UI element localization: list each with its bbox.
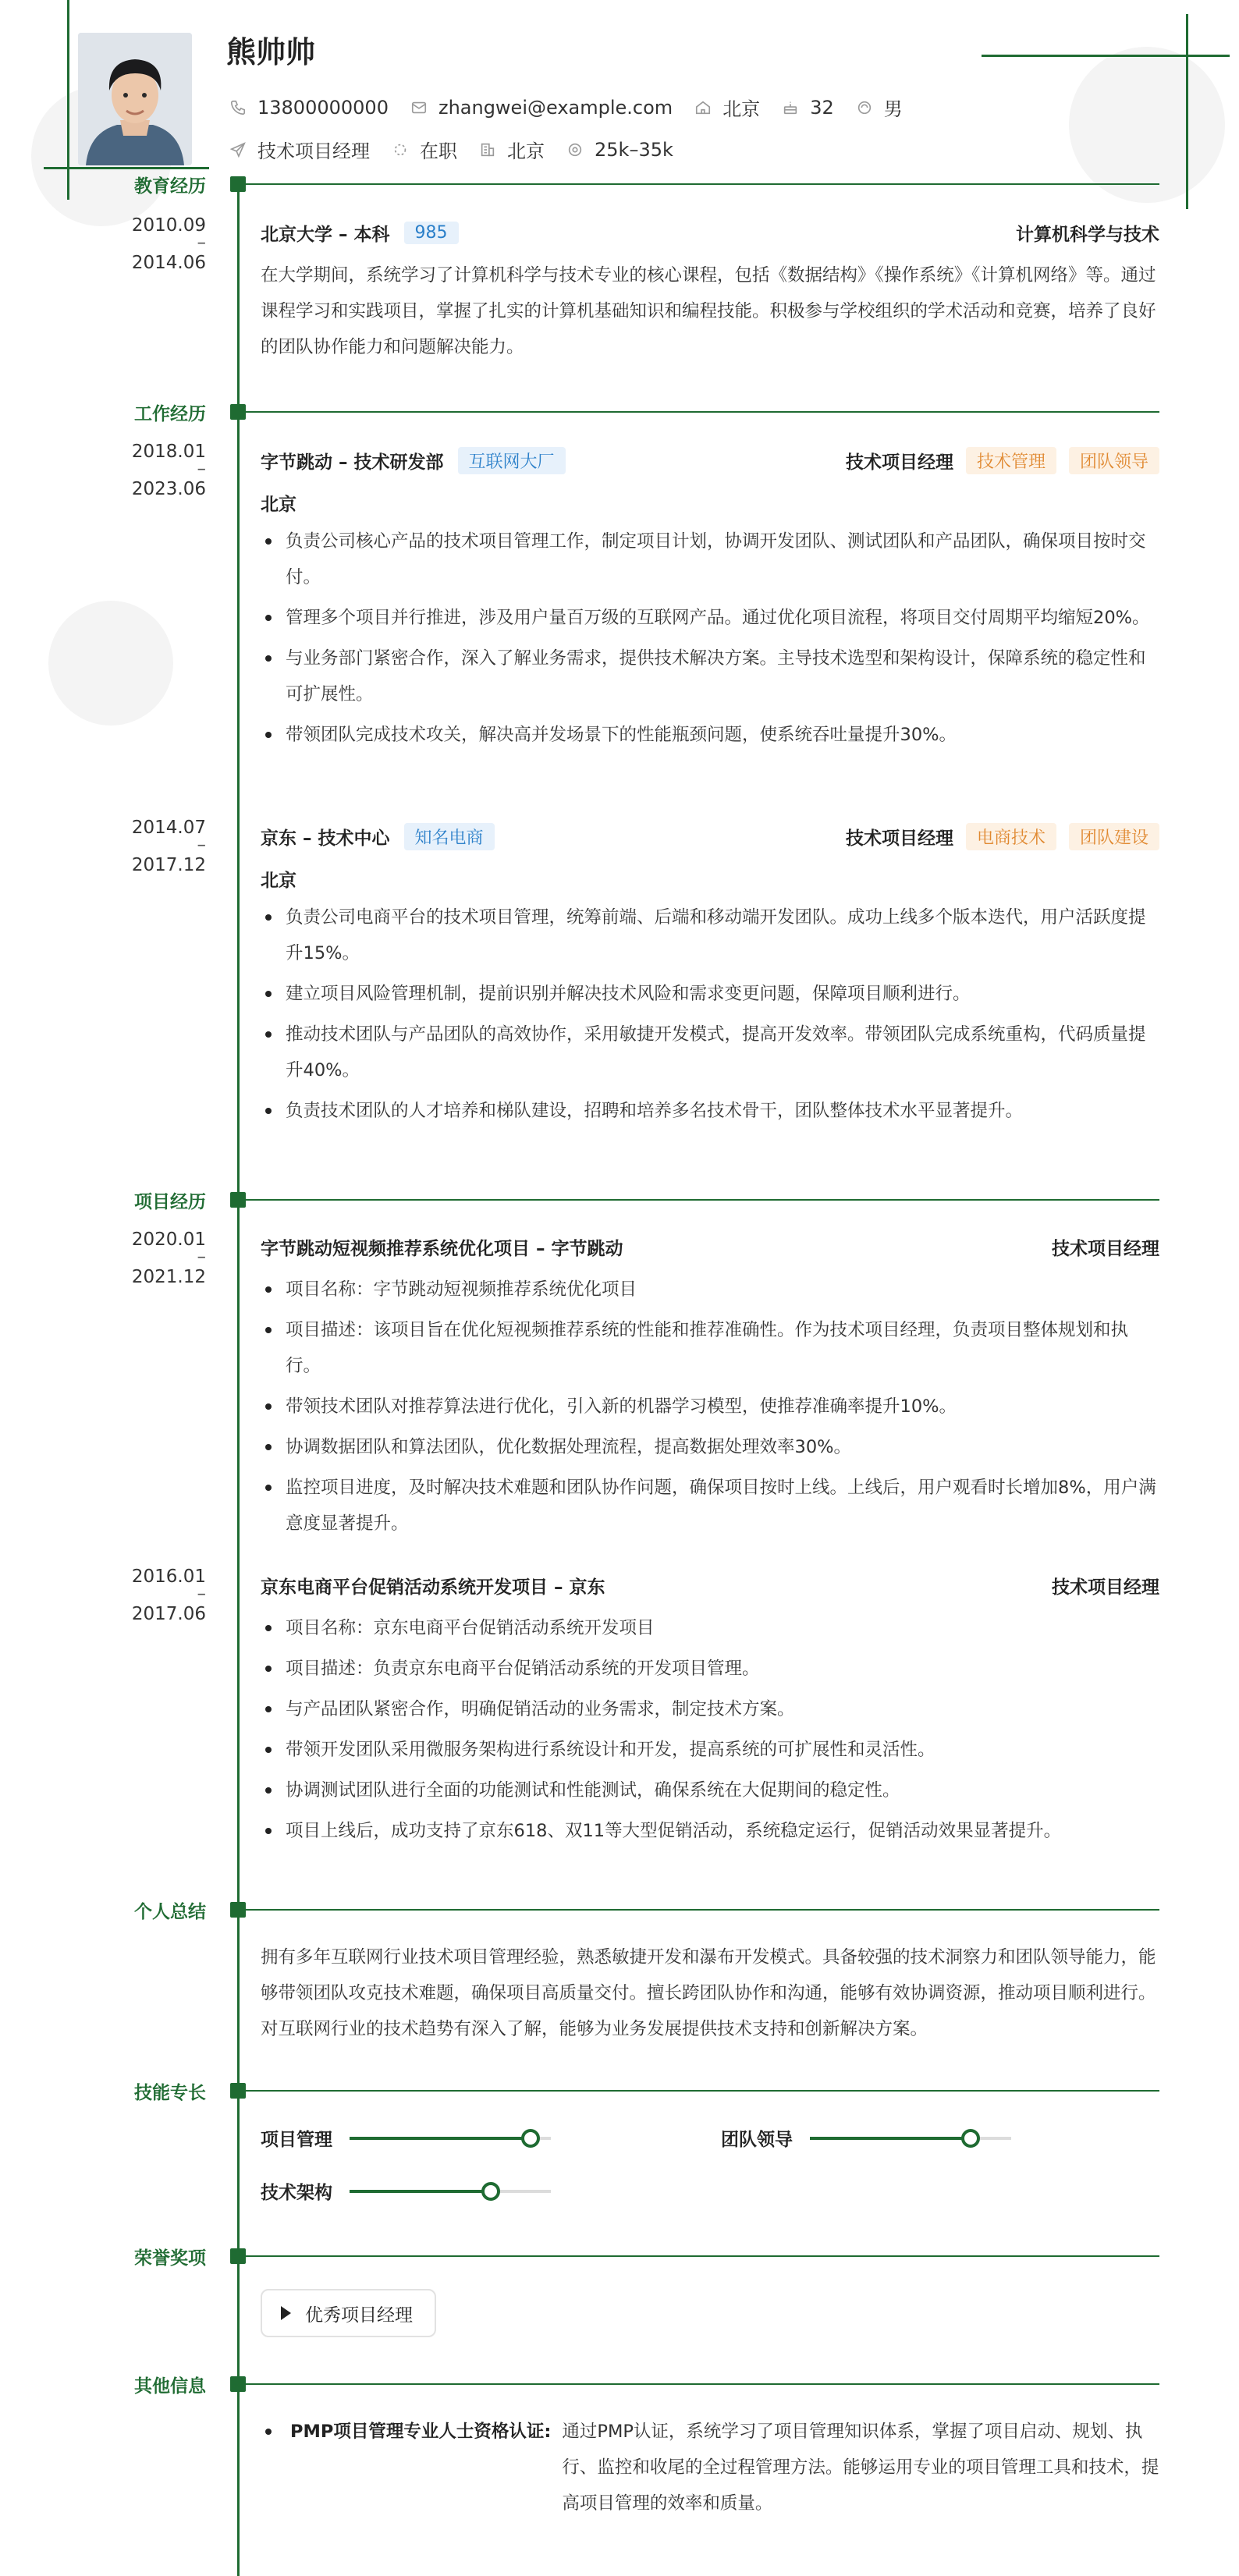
skill-label: 项目管理 (261, 2130, 332, 2150)
phone-value: 13800000000 (257, 96, 389, 119)
work-1-end: 2023.06 (131, 479, 206, 499)
education-description: 在大学期间，系统学习了计算机科学与技术专业的核心课程，包括《数据结构》《操作系统》《计算机网络》等。通过课程学习和实践项目，掌握了扎实的计算机基础知识和编程技能。积极参与学校组织的学术活动和竞赛，培养了良好的团队协作能力和问题解决能力。 (261, 265, 1156, 357)
section-title-skills: 技能专长 (134, 2083, 206, 2103)
education-date (125, 215, 206, 273)
list-item: 负责技术团队的人才培养和梯队建设，招聘和培养多名技术骨干，团队整体技术水平显著提升。 (261, 1093, 1159, 1129)
date-dash: – (197, 835, 206, 855)
list-item: 与业务部门紧密合作，深入了解业务需求，提供技术解决方案。主导技术选型和架构设计，保障系统的稳定性和可扩展性。 (261, 640, 1159, 712)
section-divider-other (245, 2383, 1159, 2385)
email-value: zhangwei@example.com (438, 96, 673, 119)
project-1-start: 2020.01 (131, 1229, 206, 1250)
skill-level-bar (810, 2137, 1011, 2140)
frame-line-horizontal-right (982, 55, 1230, 57)
salary-item (565, 139, 673, 161)
work-1-start: 2018.01 (131, 442, 206, 462)
list-item: 项目上线后，成功支持了京东618、双11等大型促销活动，系统稳定运行，促销活动效果显著提升。 (261, 1813, 1159, 1849)
project-2-role: 技术项目经理 (1052, 1577, 1159, 1598)
project-2-start: 2016.01 (131, 1567, 206, 1587)
phone-icon (228, 98, 248, 118)
list-item: 负责公司核心产品的技术项目管理工作，制定项目计划，协调开发团队、测试团队和产品团队，确保项目按时交付。 (261, 523, 1159, 595)
work-2-end: 2017.12 (131, 855, 206, 875)
status-value: 在职 (420, 140, 457, 162)
project-1-role: 技术项目经理 (1052, 1238, 1159, 1259)
education-tag: 985 (404, 222, 459, 244)
list-item: 带领开发团队采用微服务架构进行系统设计和开发，提高系统的可扩展性和灵活性。 (261, 1732, 1159, 1768)
education-header (261, 217, 1159, 248)
section-marker-work (230, 404, 246, 420)
skill-level-bar (350, 2137, 551, 2140)
work-1-role: 技术项目经理 (845, 452, 953, 473)
skill-level-knob (961, 2129, 980, 2148)
home-icon (693, 98, 713, 118)
work-entry-1 (261, 445, 1159, 753)
work-1-tag-1: 技术管理 (966, 447, 1056, 474)
gender-item (854, 94, 903, 121)
play-icon (281, 2306, 291, 2320)
coin-icon (565, 140, 585, 160)
project-1-date (125, 1229, 206, 1287)
project-entry-1 (261, 1231, 1159, 1542)
project-2-bullets (261, 1610, 1159, 1849)
mail-icon (409, 98, 429, 118)
list-item: 项目描述：该项目旨在优化短视频推荐系统的性能和推荐准确性。作为技术项目经理，负责项目整体规划和执行。 (261, 1312, 1159, 1384)
skill-label: 技术架构 (261, 2183, 332, 2203)
age-value: 32 (810, 96, 834, 119)
list-item: 协调测试团队进行全面的功能测试和性能测试，确保系统在大促期间的稳定性。 (261, 1772, 1159, 1808)
target-city-value: 北京 (507, 140, 545, 162)
skill-item (261, 2125, 551, 2151)
section-divider-projects (245, 1199, 1159, 1201)
work-2-header (261, 821, 1159, 852)
frame-line-vertical-right (1186, 14, 1188, 209)
summary-text: 拥有多年互联网行业技术项目管理经验，熟悉敏捷开发和瀑布开发模式。具备较强的技术洞察力和团队领导能力，能够带领团队攻克技术难题，确保项目高质量交付。擅长跨团队协作和沟通，能够有效协调资源，推动项目顺利进行。对互联网行业的技术趋势有深入了解，能够为业务发展提供技术支持和创新解决方案。 (261, 1947, 1156, 2039)
list-item: 监控项目进度，及时解决技术难题和团队协作问题，确保项目按时上线。上线后，用户观看时长增加8%，用户满意度显著提升。 (261, 1470, 1159, 1542)
section-divider-summary (245, 1909, 1159, 1911)
work-1-industry-tag: 互联网大厂 (458, 447, 566, 474)
frame-line-horizontal-left (44, 167, 209, 169)
phone-item (228, 97, 389, 119)
award-label: 优秀项目经理 (305, 2305, 413, 2326)
project-1-end: 2021.12 (131, 1267, 206, 1287)
profile-photo (78, 33, 192, 165)
list-item: 建立项目风险管理机制，提前识别并解决技术风险和需求变更问题，保障项目顺利进行。 (261, 976, 1159, 1012)
location-item (693, 94, 760, 121)
section-marker-summary (230, 1902, 246, 1918)
project-2-header (261, 1570, 1159, 1601)
project-1-title: 字节跳动短视频推荐系统优化项目 – 字节跳动 (261, 1238, 623, 1259)
project-2-title: 京东电商平台促销活动系统开发项目 – 京东 (261, 1577, 605, 1598)
work-2-city: 北京 (261, 871, 296, 891)
education-major: 计算机科学与技术 (1016, 224, 1159, 245)
list-item: 管理多个项目并行推进，涉及用户量百万级的互联网产品。通过优化项目流程，将项目交付周期平均缩短20%。 (261, 600, 1159, 636)
candidate-name: 熊帅帅 (226, 35, 316, 69)
date-dash: – (197, 1584, 206, 1604)
work-2-tag-2: 团队建设 (1069, 823, 1159, 850)
project-1-header (261, 1231, 1159, 1262)
section-title-awards: 荣誉奖项 (134, 2248, 206, 2269)
project-1-bullets (261, 1272, 1159, 1542)
timeline-line (237, 179, 240, 2576)
work-2-industry-tag: 知名电商 (404, 823, 495, 850)
status-icon (390, 140, 410, 160)
work-1-bullets (261, 523, 1159, 753)
location-value: 北京 (722, 98, 761, 120)
building-icon (477, 140, 498, 160)
section-marker-skills (230, 2083, 246, 2099)
section-marker-projects (230, 1192, 246, 1208)
status-item (390, 136, 457, 163)
section-divider-skills (245, 2090, 1159, 2092)
list-item: 项目名称：京东电商平台促销活动系统开发项目 (261, 1610, 1159, 1646)
skill-item (721, 2125, 1011, 2151)
project-2-date (125, 1567, 206, 1624)
education-entry (261, 217, 1159, 365)
education-start: 2010.09 (131, 215, 206, 236)
email-item (409, 97, 673, 119)
work-1-city: 北京 (261, 495, 296, 515)
skill-level-knob (521, 2129, 540, 2148)
list-item: 与产品团队紧密合作，明确促销活动的业务需求，制定技术方案。 (261, 1691, 1159, 1727)
project-2-end: 2017.06 (131, 1604, 206, 1624)
date-dash: – (197, 459, 206, 479)
project-entry-2 (261, 1570, 1159, 1849)
date-dash: – (197, 1247, 206, 1267)
section-title-other: 其他信息 (134, 2376, 206, 2397)
date-dash: – (197, 232, 206, 253)
other-info-item (261, 2414, 1159, 2521)
work-2-tag-1: 电商技术 (966, 823, 1056, 850)
work-2-role: 技术项目经理 (845, 828, 953, 849)
work-1-date (125, 442, 206, 499)
position-item (228, 136, 370, 163)
section-title-education: 教育经历 (134, 176, 206, 197)
list-item: 带领团队完成技术攻关，解决高并发场景下的性能瓶颈问题，使系统吞吐量提升30%。 (261, 717, 1159, 753)
work-1-company: 字节跳动 – 技术研发部 (261, 452, 444, 473)
education-end: 2014.06 (131, 253, 206, 273)
send-icon (228, 140, 248, 160)
skill-level-bar (350, 2190, 551, 2193)
section-marker-education (230, 176, 246, 192)
section-title-summary: 个人总结 (134, 1902, 206, 1922)
work-2-company: 京东 – 技术中心 (261, 828, 390, 849)
list-item: 项目描述：负责京东电商平台促销活动系统的开发项目管理。 (261, 1651, 1159, 1687)
skill-level-knob (481, 2182, 500, 2201)
work-2-start: 2014.07 (131, 818, 206, 838)
contact-row (228, 94, 923, 121)
work-2-date (125, 818, 206, 875)
list-item: 项目名称：字节跳动短视频推荐系统优化项目 (261, 1272, 1159, 1308)
gender-icon (854, 98, 875, 118)
age-item (780, 97, 834, 119)
work-1-tag-2: 团队领导 (1069, 447, 1159, 474)
work-entry-2 (261, 821, 1159, 1129)
skill-label: 团队领导 (721, 2130, 793, 2150)
section-title-work: 工作经历 (134, 404, 206, 424)
gender-value: 男 (883, 98, 903, 120)
list-item: 负责公司电商平台的技术项目管理，统筹前端、后端和移动端开发团队。成功上线多个版本迭代，用户活跃度提升15%。 (261, 899, 1159, 971)
award-badge (261, 2289, 436, 2337)
section-marker-other (230, 2376, 246, 2392)
section-divider-awards (245, 2255, 1159, 2257)
work-1-header (261, 445, 1159, 476)
target-city-item (477, 136, 545, 163)
cake-icon (780, 98, 801, 118)
other-info-title: PMP项目管理专业人士资格认证: (290, 2422, 552, 2442)
section-marker-awards (230, 2248, 246, 2264)
other-info-description: 通过PMP认证，系统学习了项目管理知识体系，掌握了项目启动、规划、执行、监控和收尾的全过程管理方法。能够运用专业的项目管理工具和技术，提高项目管理的效率和质量。 (562, 2422, 1159, 2514)
decor-circle-mid-left (48, 601, 173, 726)
frame-line-vertical-left (67, 0, 69, 200)
list-item: 带领技术团队对推荐算法进行优化，引入新的机器学习模型，使推荐准确率提升10%。 (261, 1389, 1159, 1425)
section-divider-education (245, 183, 1159, 185)
section-divider-work (245, 411, 1159, 413)
work-2-bullets (261, 899, 1159, 1129)
salary-value: 25k–35k (595, 138, 673, 161)
decor-circle-top-right (1069, 47, 1225, 203)
skill-item (261, 2178, 551, 2204)
position-value: 技术项目经理 (257, 140, 370, 162)
bullet-dot (265, 2429, 272, 2435)
job-intent-row (228, 136, 694, 163)
list-item: 协调数据团队和算法团队，优化数据处理流程，提高数据处理效率30%。 (261, 1429, 1159, 1465)
list-item: 推动技术团队与产品团队的高效协作，采用敏捷开发模式，提高开发效率。带领团队完成系统重构，代码质量提升40%。 (261, 1017, 1159, 1088)
education-school: 北京大学 – 本科 (261, 224, 390, 245)
section-title-projects: 项目经历 (134, 1192, 206, 1212)
